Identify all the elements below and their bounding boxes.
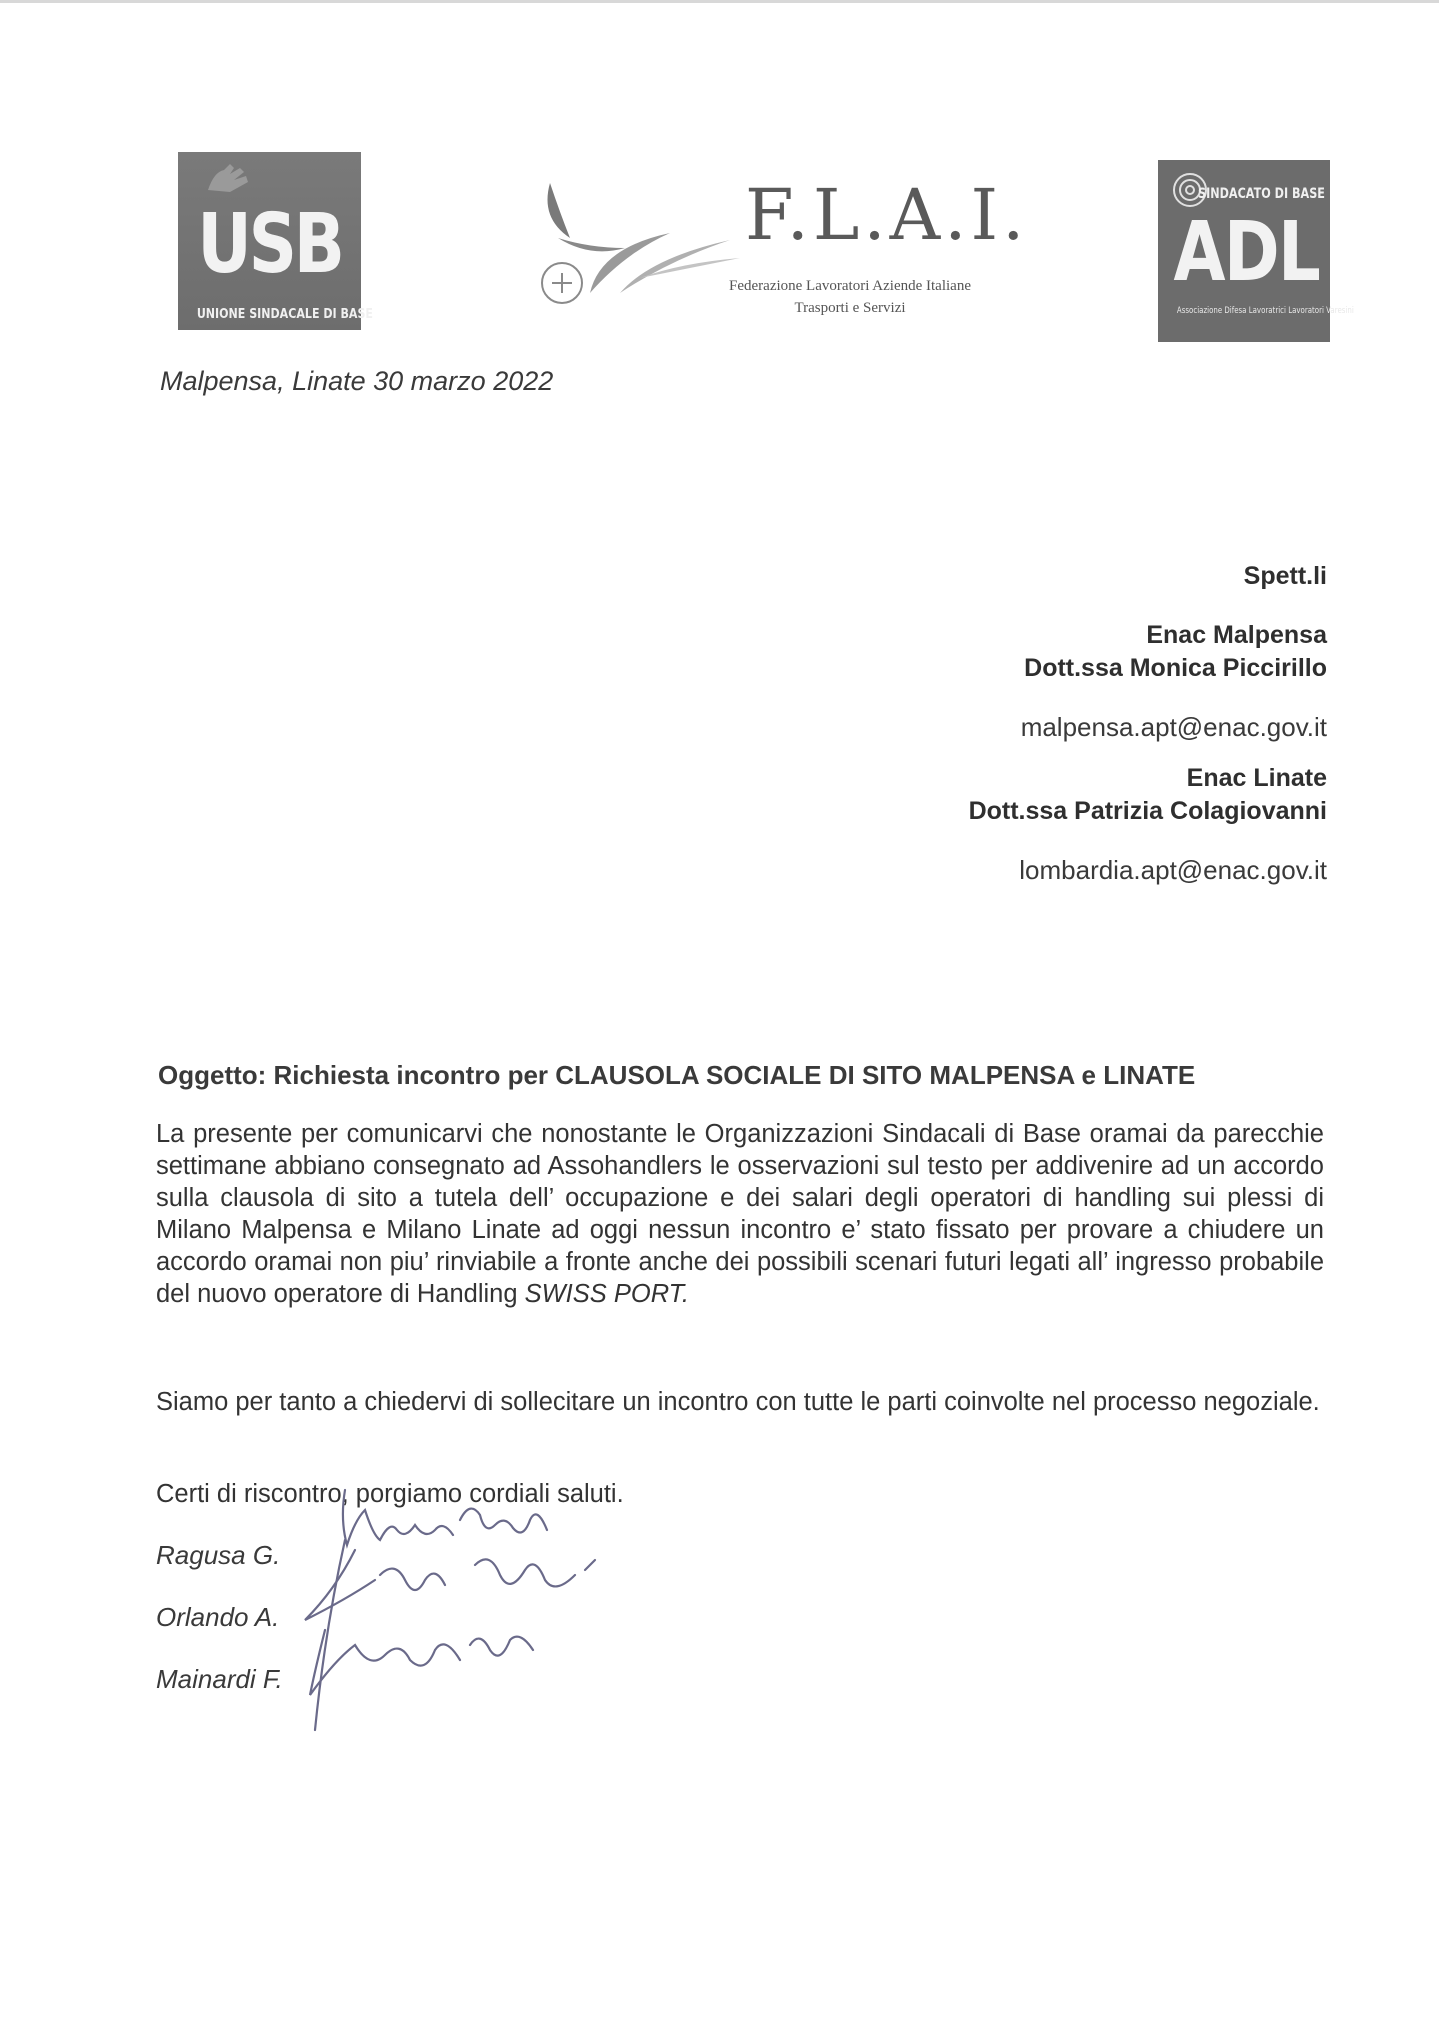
recipient-office-2: Enac Linate xyxy=(1186,764,1327,792)
body-paragraph-2: Siamo per tanto a chiedervi di sollecitare un incontro con tutte le parti coinvolte nel processo negoziale. xyxy=(156,1388,1320,1416)
body-paragraph-1 xyxy=(156,1118,1324,1310)
subject-line: Oggetto: Richiesta incontro per CLAUSOLA SOCIALE DI SITO MALPENSA e LINATE xyxy=(158,1060,1196,1090)
adl-logo xyxy=(1158,160,1354,342)
signer-2: Orlando A. xyxy=(156,1602,280,1632)
usb-logo-subtitle: UNIONE SINDACALE DI BASE xyxy=(196,307,373,322)
recipient-office-1: Enac Malpensa xyxy=(1146,621,1327,649)
usb-logo xyxy=(178,152,373,330)
signer-1: Ragusa G. xyxy=(156,1540,281,1570)
usb-logo-word: USB xyxy=(197,197,342,292)
recipient-email-2: lombardia.apt@enac.gov.it xyxy=(1019,855,1327,885)
recipients-block xyxy=(969,560,1327,887)
closing-line: Certi di riscontro, porgiamo cordiali saluti. xyxy=(156,1480,624,1508)
recipient-email-1: malpensa.apt@enac.gov.it xyxy=(1020,712,1327,742)
signer-3: Mainardi F. xyxy=(156,1664,283,1694)
page-top-edge xyxy=(0,0,1439,3)
body-paragraph-1-text: La presente per comunicarvi che nonostante le Organizzazioni Sindacali di Base oramai da parecchie settimane abbiano consegnato ad Assohandlers le osservazioni sul testo per addivenire ad un accordo sulla clausola di sito a tutela dell’ occupazione e dei salari degli operatori di handling sui plessi di Milano Malpensa e Milano Linate ad oggi nessun incontro e’ stato fissato per provare a chiudere un accordo oramai non piu’ rinviabile a fronte anche dei possibili scenari futuri legati all’ ingresso probabile del nuovo operatore di Handling xyxy=(156,1120,1324,1308)
adl-logo-word: ADL xyxy=(1173,205,1320,300)
salutation: Spett.li xyxy=(1243,562,1327,590)
recipient-person-1: Dott.ssa Monica Piccirillo xyxy=(1024,654,1327,682)
adl-logo-subtitle: Associazione Difesa Lavoratrici Lavoratori Varesini xyxy=(1176,306,1354,316)
flai-logo xyxy=(530,174,1029,318)
flai-wing-icon xyxy=(530,178,740,318)
date-line: Malpensa, Linate 30 marzo 2022 xyxy=(160,366,554,396)
handwritten-signatures xyxy=(285,1480,605,1740)
flai-logo-word: F.L.A.I. xyxy=(745,174,1029,256)
recipient-person-2: Dott.ssa Patrizia Colagiovanni xyxy=(968,797,1327,825)
flai-logo-subtitle-2: Trasporti e Servizi xyxy=(794,300,906,316)
adl-logo-top: SINDACATO DI BASE xyxy=(1198,186,1325,202)
company-name: SWISS PORT. xyxy=(524,1280,689,1308)
flai-logo-subtitle-1: Federazione Lavoratori Aziende Italiane xyxy=(729,278,971,294)
